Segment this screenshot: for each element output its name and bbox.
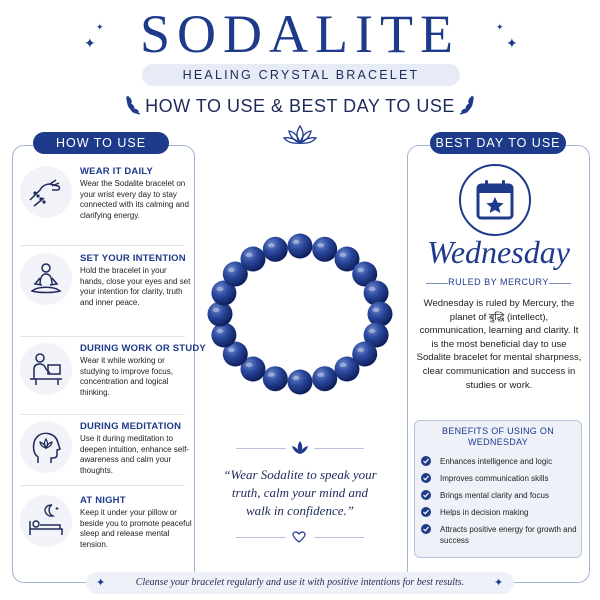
sparkle-icon: ✦ <box>494 577 504 589</box>
moon-bed-icon <box>26 501 66 541</box>
bracelet-bead <box>288 370 313 395</box>
bead-highlight <box>357 268 364 272</box>
item-text: Wear the Sodalite bracelet on your wrist every day to stay connected with its calming and clarifying energy. <box>80 179 189 220</box>
bracelet-bead <box>335 357 360 382</box>
bead-highlight <box>357 348 364 352</box>
benefit-text: Enhances intelligence and logic <box>440 457 553 466</box>
icon-circle <box>20 421 72 473</box>
bead-highlight <box>246 253 253 257</box>
item-title: WEAR IT DAILY <box>80 166 153 177</box>
sparkle-icon: ✦ <box>506 35 518 51</box>
bead-highlight <box>216 329 223 333</box>
calendar-badge <box>459 164 531 236</box>
icon-circle <box>20 495 72 547</box>
bead-highlight <box>228 348 235 352</box>
laurel-right-icon <box>454 92 480 118</box>
wrist-bracelet-icon <box>26 172 66 212</box>
bead-highlight <box>340 363 347 367</box>
bead-highlight <box>246 363 253 367</box>
item-title: DURING WORK OR STUDY <box>80 343 206 354</box>
bead-highlight <box>293 240 300 244</box>
icon-circle <box>20 343 72 395</box>
check-icon <box>421 490 431 500</box>
benefit-text: Attracts positive energy for growth and success <box>440 525 577 545</box>
item-title: DURING MEDITATION <box>80 421 182 432</box>
check-icon <box>421 524 431 534</box>
item-text: Use it during meditation to deepen intuition, enhance self-awareness and calm your thoughts. <box>80 434 189 475</box>
bracelet-bead <box>288 234 313 259</box>
quote-text: “Wear Sodalite to speak your truth, calm your mind and walk in confidence.” <box>223 467 377 518</box>
bead-highlight <box>216 287 223 291</box>
section-title: HOW TO USE & BEST DAY TO USE <box>145 96 455 116</box>
best-day-description: Wednesday is ruled by Mercury, the planet of बुद्धि (intellect), communication, learning and clarity. It is the most beneficial day to use Sodalite bracelet for mental sharpness, clear communication and success in studies or work. <box>416 298 582 391</box>
quote-divider <box>236 537 286 538</box>
sparkle-icon: ✦ <box>96 22 104 32</box>
bead-highlight <box>373 308 380 312</box>
bead-highlight <box>293 376 300 380</box>
item-title: AT NIGHT <box>80 495 126 506</box>
best-day-label: BEST DAY TO USE <box>430 132 566 154</box>
bracelet-bead <box>364 281 389 306</box>
check-icon <box>421 507 431 517</box>
sparkle-icon: ✦ <box>84 35 96 51</box>
lotus-icon <box>289 440 311 456</box>
how-to-item-meditation <box>20 421 192 493</box>
bead-highlight <box>317 243 324 247</box>
bracelet-bead <box>312 366 337 391</box>
bracelet-bead <box>263 366 288 391</box>
how-to-item-wear-daily <box>20 166 192 238</box>
meditating-person-icon <box>26 259 66 299</box>
icon-circle <box>20 166 72 218</box>
item-text: Hold the bracelet in your hands, close your eyes and set your intention for clarity, truth and inner peace. <box>80 266 191 307</box>
bead-highlight <box>369 329 376 333</box>
sparkle-icon: ✦ <box>96 577 106 589</box>
quote-divider <box>314 537 364 538</box>
bead-highlight <box>213 308 220 312</box>
sparkle-icon: ✦ <box>496 22 504 32</box>
bead-highlight <box>268 373 275 377</box>
item-text: Keep it under your pillow or beside you to promote peaceful sleep and release mental tension. <box>80 508 192 549</box>
bracelet-bead <box>211 323 236 348</box>
item-text: Wear it while working or studying to improve focus, concentration and logical thinking. <box>80 356 173 397</box>
bracelet-bead <box>368 302 393 327</box>
divider <box>20 414 185 415</box>
footer-note: Cleanse your bracelet regularly and use it with positive intentions for best results. <box>86 572 514 594</box>
item-title: SET YOUR INTENTION <box>80 253 186 264</box>
quote-divider <box>236 448 286 449</box>
page-subtitle: HEALING CRYSTAL BRACELET <box>142 64 460 86</box>
bracelet-bead <box>263 237 288 262</box>
heart-icon <box>292 531 306 543</box>
benefit-text: Brings mental clarity and focus <box>440 491 549 500</box>
benefit-text: Improves communication skills <box>440 474 549 483</box>
bead-highlight <box>268 243 275 247</box>
bracelet-bead <box>208 302 233 327</box>
divider <box>20 485 185 486</box>
divider <box>549 283 571 284</box>
quote-divider <box>314 448 364 449</box>
bracelet-bead <box>241 247 266 272</box>
how-to-use-label: HOW TO USE <box>33 132 169 154</box>
divider <box>20 245 185 246</box>
ruled-by-label: RULED BY MERCURY <box>448 277 549 287</box>
person-at-desk-icon <box>26 349 66 389</box>
divider <box>20 336 185 337</box>
calendar-star-icon <box>475 178 515 222</box>
benefits-title: BENEFITS OF USING ON WEDNESDAY <box>441 426 554 447</box>
check-icon <box>421 473 431 483</box>
how-to-item-set-intention <box>20 253 192 335</box>
bracelet-bead <box>312 237 337 262</box>
head-lotus-icon <box>26 427 66 467</box>
bead-highlight <box>317 373 324 377</box>
bead-highlight <box>228 268 235 272</box>
check-icon <box>421 456 431 466</box>
bead-highlight <box>340 253 347 257</box>
icon-circle <box>20 253 72 305</box>
how-to-item-work-study <box>20 343 206 415</box>
benefit-text: Helps in decision making <box>440 508 529 517</box>
how-to-item-at-night <box>20 495 192 567</box>
bead-highlight <box>369 287 376 291</box>
sodalite-bracelet-image <box>198 228 402 400</box>
lotus-icon <box>283 124 317 146</box>
best-day-name: Wednesday <box>427 234 570 270</box>
page-title: SODALITE <box>140 4 460 64</box>
